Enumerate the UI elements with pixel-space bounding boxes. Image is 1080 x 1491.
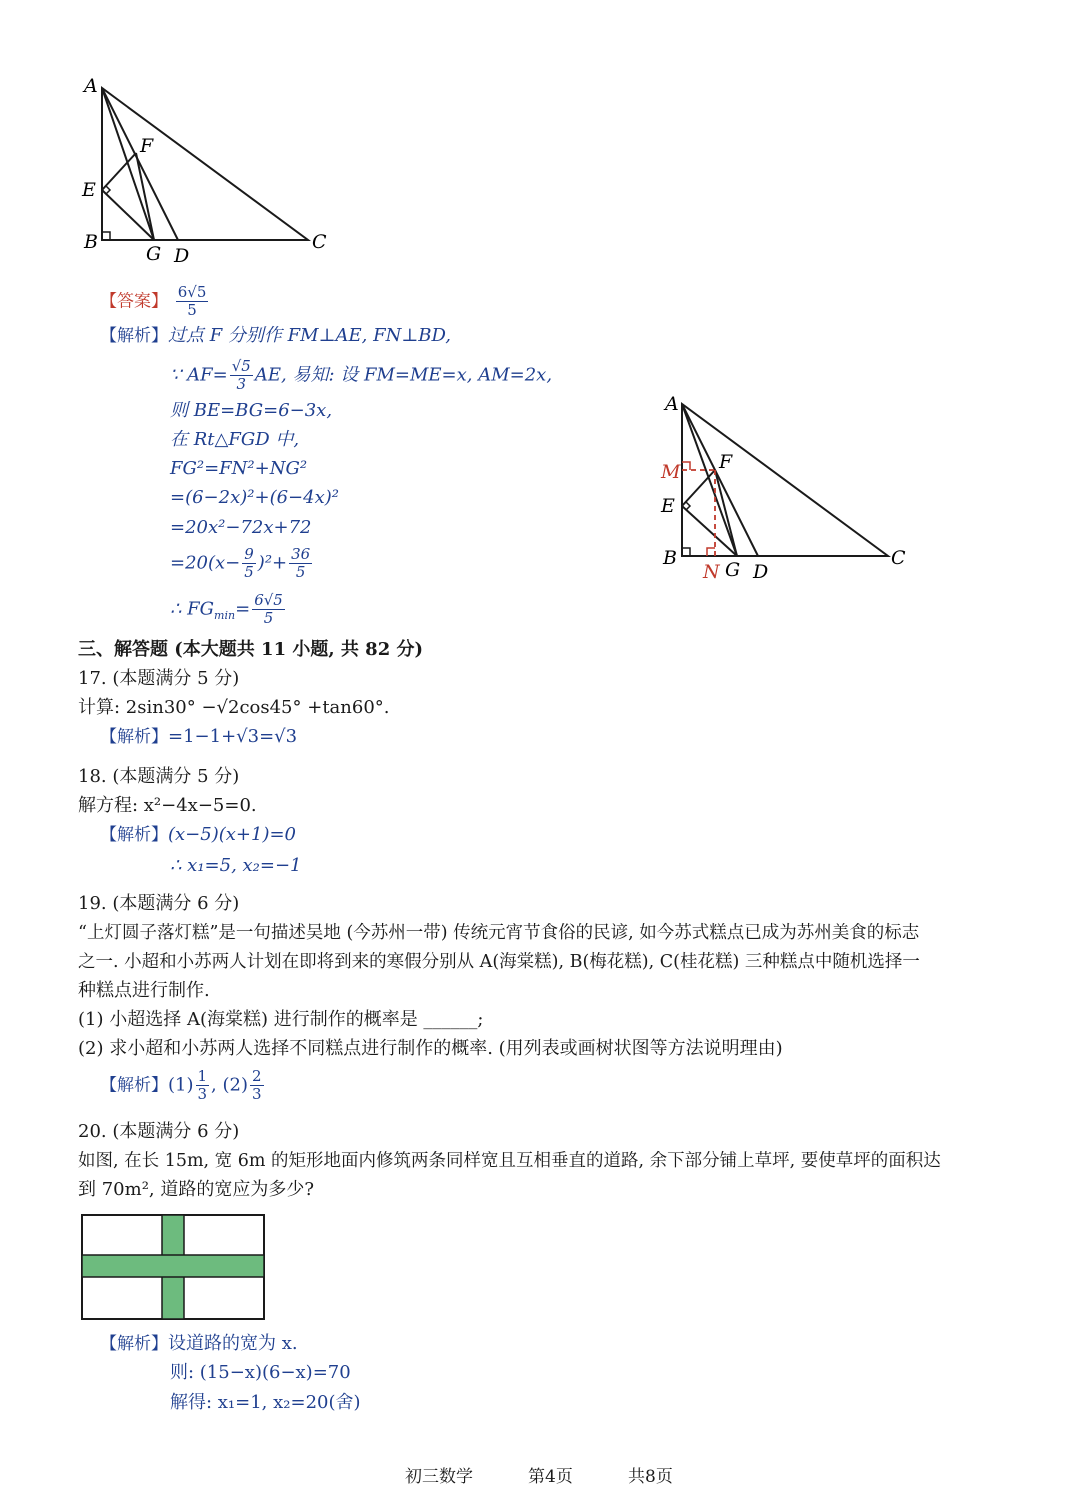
- q20-solution: 【解析】设道路的宽为 x.: [100, 1333, 298, 1354]
- road-rectangle-figure: [80, 1213, 268, 1323]
- q19-p4: (1) 小超选择 A(海棠糕) 进行制作的概率是 ______;: [78, 1009, 484, 1030]
- q16-line5: FG²=FN²+NG²: [170, 458, 308, 479]
- q20-header: 20. (本题满分 6 分): [78, 1121, 240, 1142]
- q18-header: 18. (本题满分 5 分): [78, 766, 240, 787]
- label-f: F: [719, 451, 733, 473]
- q19-p2: 之一. 小超和小苏两人计划在即将到来的寒假分别从 A(海棠糕), B(梅花糕), C(桂花糕) 三种糕点中随机选择一: [78, 952, 920, 972]
- label-b: B: [84, 231, 98, 253]
- label-g: G: [146, 243, 162, 265]
- q16-line8: =20(x− $\frac{9}{5}$ )²+ $\frac{36}{5}$: [170, 545, 311, 581]
- q20-p2: 到 70m², 道路的宽应为多少?: [78, 1179, 315, 1200]
- label-a: A: [84, 75, 98, 97]
- label-c: C: [891, 547, 906, 569]
- triangle-figure-1: [70, 70, 340, 270]
- label-g: G: [725, 559, 741, 581]
- q19-p1: “上灯圆子落灯糕”是一句描述吴地 (今苏州一带) 传统元宵节食俗的民谚, 如今苏式糕点已成为苏州美食的标志: [78, 923, 920, 943]
- q16-line6: =(6−2x)²+(6−4x)²: [170, 487, 339, 508]
- q18-problem: 解方程: x²−4x−5=0.: [78, 795, 257, 816]
- q16-line7: =20x²−72x+72: [170, 517, 312, 538]
- footer-page: 第4页: [528, 1467, 573, 1487]
- q19-p3: 种糕点进行制作.: [78, 980, 210, 1001]
- q16-jiexi-line1: 【解析】过点 F 分别作 FM⊥AE, FN⊥BD,: [100, 325, 451, 346]
- q17-header: 17. (本题满分 5 分): [78, 668, 240, 689]
- footer-total: 共8页: [628, 1467, 673, 1487]
- label-m: M: [661, 461, 681, 483]
- q20-solution-2: 则: (15−x)(6−x)=70: [170, 1362, 351, 1383]
- jiexi-tag: 【解析】: [100, 326, 168, 346]
- footer-subject: 初三数学: [405, 1467, 473, 1487]
- label-e: E: [661, 495, 675, 517]
- answer-tag: 【答案】: [100, 291, 168, 312]
- q18-solution: 【解析】(x−5)(x+1)=0: [100, 824, 296, 845]
- label-e: E: [82, 179, 96, 201]
- label-n: N: [703, 561, 720, 583]
- label-d: D: [174, 245, 190, 267]
- label-a: A: [665, 393, 679, 415]
- q20-p1: 如图, 在长 15m, 宽 6m 的矩形地面内修筑两条同样宽且互相垂直的道路, 余下部分铺上草坪, 要使草坪的面积达: [78, 1151, 941, 1171]
- label-f: F: [140, 135, 154, 157]
- answer-fraction: $\frac{6√5}{5}$: [177, 283, 207, 319]
- q16-answer: [100, 284, 210, 319]
- q16-line9: ∴ $FG_{min}=$ $\frac{6√5}{5}$: [170, 591, 283, 627]
- q18-solution-2: ∴ x₁=5, x₂=−1: [170, 855, 302, 876]
- q19-solution: 【解析】(1) $\frac{1}{3}$ , (2) $\frac{2}{3}$: [100, 1067, 262, 1103]
- q19-p5: (2) 求小超和小苏两人选择不同糕点进行制作的概率. (用列表或画树状图等方法说明理由): [78, 1038, 783, 1059]
- q16-line4: 在 Rt△FGD 中,: [170, 429, 300, 450]
- label-d: D: [753, 561, 769, 583]
- q17-problem: 计算: 2sin30° −√2cos45° +tan60°.: [78, 697, 390, 718]
- q16-line3: 则 BE=BG=6−3x,: [170, 400, 333, 421]
- q17-solution: 【解析】=1−1+√3=√3: [100, 726, 298, 747]
- label-c: C: [312, 231, 327, 253]
- label-b: B: [663, 547, 677, 569]
- section3-title: 三、解答题 (本大题共 11 小题, 共 82 分): [78, 639, 423, 660]
- q19-header: 19. (本题满分 6 分): [78, 893, 240, 914]
- q16-line2: ∵ AF= $\frac{√5}{3}$ AE, 易知: 设 FM=ME=x, AM=2x,: [170, 357, 553, 393]
- q20-solution-3: 解得: x₁=1, x₂=20(舍): [170, 1392, 361, 1413]
- triangle-figure-2: [655, 390, 915, 590]
